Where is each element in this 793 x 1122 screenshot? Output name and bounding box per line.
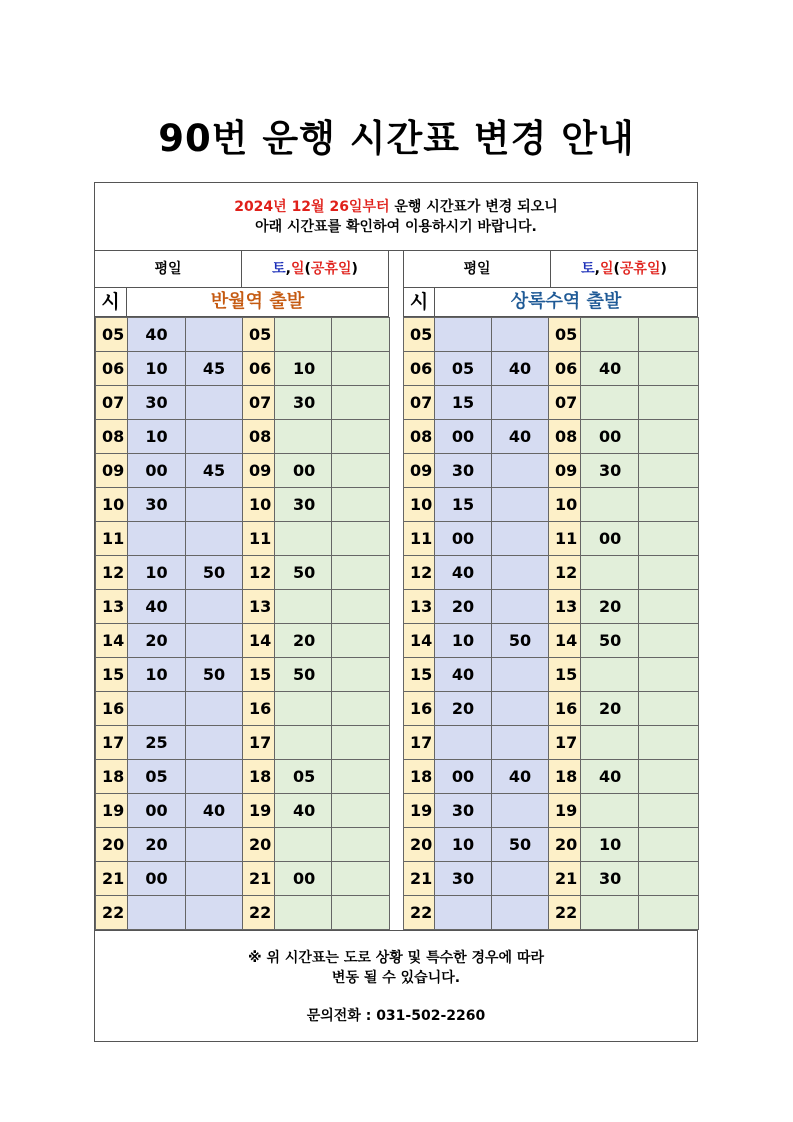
weekday-minute-cell <box>186 318 243 352</box>
weekend-minute-cell <box>332 624 390 658</box>
table-row <box>404 692 699 726</box>
weekend-minute-cell: 10 <box>581 828 639 862</box>
weekday-minute-cell: 40 <box>186 794 243 828</box>
hour-cell: 16 <box>549 692 581 726</box>
hour-cell: 15 <box>96 658 128 692</box>
weekend-minute-cell <box>581 896 639 930</box>
weekend-minute-cell: 00 <box>581 420 639 454</box>
weekday-minute-cell: 15 <box>435 386 492 420</box>
table-row <box>404 318 699 352</box>
weekday-minute-cell: 05 <box>128 760 186 794</box>
weekend-minute-cell <box>581 726 639 760</box>
hour-cell: 13 <box>404 590 435 624</box>
weekday-minute-cell: 05 <box>435 352 492 386</box>
weekend-minute-cell: 30 <box>275 488 332 522</box>
table-row <box>96 658 390 692</box>
weekend-minute-cell: 50 <box>275 556 332 590</box>
weekend-minute-cell: 20 <box>581 692 639 726</box>
hour-cell: 09 <box>243 454 275 488</box>
table-row <box>404 726 699 760</box>
table-row <box>96 352 390 386</box>
hour-cell: 11 <box>243 522 275 556</box>
table-row <box>404 862 699 896</box>
hour-cell: 08 <box>96 420 128 454</box>
weekend-minute-cell <box>275 590 332 624</box>
weekend-minute-cell: 00 <box>581 522 639 556</box>
disclaimer: ※ 위 시간표는 도로 상황 및 특수한 경우에 따라 변동 될 수 있습니다. <box>247 950 545 986</box>
weekday-minute-cell <box>492 896 549 930</box>
hour-cell: 06 <box>549 352 581 386</box>
weekend-minute-cell <box>639 556 699 590</box>
weekend-minute-cell <box>639 590 699 624</box>
hour-cell: 22 <box>243 896 275 930</box>
weekend-minute-cell: 00 <box>275 862 332 896</box>
hour-cell: 22 <box>404 896 435 930</box>
weekday-minute-cell <box>186 590 243 624</box>
weekday-minute-cell <box>186 726 243 760</box>
left-weekend-header: 토,일(공휴일) <box>272 261 358 277</box>
weekday-minute-cell <box>435 896 492 930</box>
weekday-minute-cell <box>492 488 549 522</box>
hour-cell: 11 <box>404 522 435 556</box>
weekend-minute-cell <box>581 386 639 420</box>
weekday-minute-cell <box>186 420 243 454</box>
table-row <box>96 318 390 352</box>
weekday-minute-cell: 45 <box>186 454 243 488</box>
weekday-minute-cell: 20 <box>435 590 492 624</box>
weekend-minute-cell <box>639 386 699 420</box>
weekday-minute-cell: 40 <box>435 556 492 590</box>
weekday-minute-cell <box>186 386 243 420</box>
weekday-minute-cell <box>186 828 243 862</box>
hour-cell: 06 <box>96 352 128 386</box>
hour-cell: 19 <box>243 794 275 828</box>
hour-cell: 10 <box>549 488 581 522</box>
weekend-minute-cell <box>639 692 699 726</box>
table-row <box>404 760 699 794</box>
weekday-minute-cell: 30 <box>435 862 492 896</box>
table-row <box>404 828 699 862</box>
left-weekday-header: 평일 <box>154 261 182 277</box>
weekend-minute-cell <box>332 794 390 828</box>
hour-cell: 16 <box>404 692 435 726</box>
weekend-minute-cell <box>639 420 699 454</box>
hour-cell: 08 <box>549 420 581 454</box>
hour-cell: 13 <box>96 590 128 624</box>
table-row <box>96 590 390 624</box>
hour-cell: 08 <box>404 420 435 454</box>
hour-cell: 09 <box>404 454 435 488</box>
right-station-title: 상록수역 출발 <box>510 291 622 312</box>
hour-cell: 20 <box>96 828 128 862</box>
hour-cell: 05 <box>96 318 128 352</box>
table-row <box>404 556 699 590</box>
weekday-minute-cell: 10 <box>128 352 186 386</box>
weekend-minute-cell <box>332 828 390 862</box>
notice-line-1: 2024년 12월 26일부터 운행 시간표가 변경 되오니 <box>234 199 558 215</box>
right-weekday-header: 평일 <box>463 261 491 277</box>
weekday-minute-cell: 00 <box>435 420 492 454</box>
table-row <box>96 726 390 760</box>
weekday-minute-cell: 50 <box>186 658 243 692</box>
weekday-minute-cell: 50 <box>492 828 549 862</box>
hour-cell: 13 <box>243 590 275 624</box>
weekday-minute-cell <box>492 794 549 828</box>
hour-cell: 18 <box>549 760 581 794</box>
weekday-minute-cell <box>186 862 243 896</box>
weekday-minute-cell: 40 <box>128 318 186 352</box>
hour-cell: 20 <box>404 828 435 862</box>
table-row <box>96 386 390 420</box>
hour-cell: 22 <box>96 896 128 930</box>
weekend-minute-cell <box>332 386 390 420</box>
hour-cell: 17 <box>243 726 275 760</box>
hour-cell: 09 <box>96 454 128 488</box>
hour-cell: 06 <box>404 352 435 386</box>
hour-cell: 15 <box>243 658 275 692</box>
weekday-minute-cell: 15 <box>435 488 492 522</box>
hour-cell: 12 <box>96 556 128 590</box>
weekday-minute-cell <box>186 624 243 658</box>
hour-cell: 07 <box>243 386 275 420</box>
weekend-minute-cell <box>332 556 390 590</box>
weekend-minute-cell <box>639 522 699 556</box>
hour-cell: 11 <box>96 522 128 556</box>
hour-cell: 14 <box>404 624 435 658</box>
weekday-minute-cell: 30 <box>128 488 186 522</box>
weekday-minute-cell <box>128 692 186 726</box>
weekday-minute-cell: 40 <box>492 760 549 794</box>
hour-cell: 05 <box>243 318 275 352</box>
left-timetable <box>95 317 390 930</box>
weekend-minute-cell <box>275 726 332 760</box>
weekday-minute-cell: 10 <box>128 658 186 692</box>
weekend-minute-cell <box>332 692 390 726</box>
weekday-minute-cell <box>492 862 549 896</box>
table-row <box>404 420 699 454</box>
weekend-minute-cell <box>275 896 332 930</box>
weekday-minute-cell: 00 <box>128 794 186 828</box>
weekday-minute-cell <box>492 726 549 760</box>
table-row <box>96 828 390 862</box>
table-row <box>96 522 390 556</box>
left-hour-label: 시 <box>101 291 120 313</box>
hour-cell: 05 <box>549 318 581 352</box>
hour-cell: 06 <box>243 352 275 386</box>
hour-cell: 20 <box>549 828 581 862</box>
hour-cell: 21 <box>549 862 581 896</box>
weekend-minute-cell <box>332 590 390 624</box>
weekday-minute-cell: 30 <box>435 794 492 828</box>
table-row <box>96 624 390 658</box>
hour-cell: 09 <box>549 454 581 488</box>
weekend-minute-cell <box>581 488 639 522</box>
effective-date: 2024년 12월 26일부터 <box>234 199 390 215</box>
weekend-minute-cell <box>639 318 699 352</box>
table-row <box>404 896 699 930</box>
weekday-minute-cell <box>128 896 186 930</box>
weekend-minute-cell <box>332 318 390 352</box>
weekend-minute-cell <box>332 658 390 692</box>
weekday-minute-cell: 10 <box>128 420 186 454</box>
contact-phone: 문의전화 : 031-502-2260 <box>306 1008 486 1024</box>
weekday-minute-cell: 40 <box>128 590 186 624</box>
weekend-minute-cell <box>581 658 639 692</box>
weekday-minute-cell: 20 <box>435 692 492 726</box>
table-row <box>404 590 699 624</box>
weekday-minute-cell <box>492 692 549 726</box>
hour-cell: 14 <box>549 624 581 658</box>
table-row <box>96 692 390 726</box>
weekday-minute-cell: 00 <box>128 454 186 488</box>
weekend-minute-cell <box>639 658 699 692</box>
weekday-minute-cell <box>492 658 549 692</box>
notice-line-2: 아래 시간표를 확인하여 이용하시기 바랍니다. <box>255 219 537 235</box>
hour-cell: 16 <box>96 692 128 726</box>
weekday-minute-cell: 10 <box>435 624 492 658</box>
hour-cell: 18 <box>404 760 435 794</box>
weekend-minute-cell <box>639 726 699 760</box>
left-station-title: 반월역 출발 <box>210 291 305 312</box>
weekday-minute-cell: 50 <box>186 556 243 590</box>
weekday-minute-cell <box>492 318 549 352</box>
hour-cell: 20 <box>243 828 275 862</box>
weekend-minute-cell <box>639 624 699 658</box>
weekend-minute-cell: 50 <box>275 658 332 692</box>
weekday-minute-cell: 40 <box>435 658 492 692</box>
weekday-minute-cell <box>492 590 549 624</box>
table-row <box>404 658 699 692</box>
divider <box>95 250 697 251</box>
weekend-minute-cell <box>639 794 699 828</box>
weekday-minute-cell: 30 <box>128 386 186 420</box>
page-title: 90번 운행 시간표 변경 안내 <box>158 117 635 160</box>
weekday-minute-cell <box>128 522 186 556</box>
weekend-minute-cell <box>332 726 390 760</box>
hour-cell: 18 <box>243 760 275 794</box>
hour-cell: 19 <box>404 794 435 828</box>
weekday-minute-cell: 20 <box>128 624 186 658</box>
table-row <box>96 556 390 590</box>
table-row <box>96 794 390 828</box>
weekend-minute-cell <box>332 454 390 488</box>
weekend-minute-cell <box>275 828 332 862</box>
hour-cell: 15 <box>404 658 435 692</box>
weekend-minute-cell: 30 <box>581 862 639 896</box>
hour-cell: 18 <box>96 760 128 794</box>
hour-cell: 17 <box>549 726 581 760</box>
weekday-minute-cell: 50 <box>492 624 549 658</box>
hour-cell: 14 <box>243 624 275 658</box>
weekend-minute-cell <box>639 454 699 488</box>
hour-cell: 21 <box>404 862 435 896</box>
weekday-minute-cell: 30 <box>435 454 492 488</box>
hour-cell: 07 <box>549 386 581 420</box>
table-row <box>404 624 699 658</box>
weekend-minute-cell <box>275 692 332 726</box>
table-row <box>96 488 390 522</box>
weekday-minute-cell: 10 <box>435 828 492 862</box>
hour-cell: 12 <box>404 556 435 590</box>
weekend-minute-cell <box>332 420 390 454</box>
hour-cell: 10 <box>243 488 275 522</box>
hour-cell: 10 <box>404 488 435 522</box>
table-row <box>404 522 699 556</box>
timetable-frame <box>94 182 698 1042</box>
weekday-minute-cell <box>435 318 492 352</box>
weekend-minute-cell <box>332 896 390 930</box>
hour-cell: 19 <box>96 794 128 828</box>
weekend-minute-cell <box>275 318 332 352</box>
weekend-minute-cell <box>639 896 699 930</box>
weekday-minute-cell: 00 <box>435 760 492 794</box>
hour-cell: 21 <box>96 862 128 896</box>
right-weekend-header: 토,일(공휴일) <box>581 261 667 277</box>
weekend-minute-cell <box>275 420 332 454</box>
weekend-minute-cell: 20 <box>581 590 639 624</box>
weekday-minute-cell: 20 <box>128 828 186 862</box>
weekend-minute-cell <box>639 488 699 522</box>
weekend-minute-cell: 00 <box>275 454 332 488</box>
table-row <box>96 760 390 794</box>
weekend-minute-cell: 40 <box>581 352 639 386</box>
weekend-minute-cell: 40 <box>275 794 332 828</box>
hour-cell: 17 <box>404 726 435 760</box>
weekday-minute-cell <box>492 522 549 556</box>
weekend-minute-cell: 30 <box>275 386 332 420</box>
weekend-minute-cell: 20 <box>275 624 332 658</box>
weekend-minute-cell <box>332 760 390 794</box>
weekday-minute-cell <box>492 386 549 420</box>
table-row <box>404 488 699 522</box>
hour-cell: 21 <box>243 862 275 896</box>
weekday-minute-cell <box>186 522 243 556</box>
weekend-minute-cell <box>332 352 390 386</box>
hour-cell: 14 <box>96 624 128 658</box>
hour-cell: 15 <box>549 658 581 692</box>
weekend-minute-cell <box>581 556 639 590</box>
weekday-minute-cell <box>492 556 549 590</box>
hour-cell: 22 <box>549 896 581 930</box>
weekend-minute-cell <box>332 862 390 896</box>
hour-cell: 12 <box>243 556 275 590</box>
hour-cell: 19 <box>549 794 581 828</box>
table-row <box>96 862 390 896</box>
weekday-minute-cell <box>435 726 492 760</box>
weekend-minute-cell: 40 <box>581 760 639 794</box>
weekend-minute-cell: 50 <box>581 624 639 658</box>
weekend-minute-cell <box>639 862 699 896</box>
weekend-minute-cell <box>639 352 699 386</box>
weekday-minute-cell <box>492 454 549 488</box>
weekend-minute-cell: 30 <box>581 454 639 488</box>
hour-cell: 12 <box>549 556 581 590</box>
weekday-minute-cell: 00 <box>128 862 186 896</box>
hour-cell: 11 <box>549 522 581 556</box>
change-notice <box>95 197 697 237</box>
weekday-minute-cell <box>186 692 243 726</box>
table-row <box>96 454 390 488</box>
right-timetable <box>403 317 699 930</box>
hour-cell: 07 <box>404 386 435 420</box>
hour-cell: 13 <box>549 590 581 624</box>
weekend-minute-cell <box>581 794 639 828</box>
table-row <box>96 420 390 454</box>
weekday-minute-cell <box>186 896 243 930</box>
weekend-minute-cell <box>275 522 332 556</box>
hour-cell: 16 <box>243 692 275 726</box>
weekend-minute-cell <box>639 828 699 862</box>
weekday-minute-cell <box>186 760 243 794</box>
hour-cell: 17 <box>96 726 128 760</box>
table-row <box>96 896 390 930</box>
weekday-minute-cell: 45 <box>186 352 243 386</box>
weekday-minute-cell: 10 <box>128 556 186 590</box>
divider <box>95 930 697 931</box>
right-hour-label: 시 <box>409 291 429 313</box>
weekday-minute-cell: 00 <box>435 522 492 556</box>
weekday-minute-cell: 40 <box>492 420 549 454</box>
table-row <box>404 794 699 828</box>
hour-cell: 05 <box>404 318 435 352</box>
table-row <box>404 454 699 488</box>
table-row <box>404 352 699 386</box>
weekend-minute-cell <box>581 318 639 352</box>
weekday-minute-cell: 25 <box>128 726 186 760</box>
weekend-minute-cell <box>332 488 390 522</box>
weekend-minute-cell: 05 <box>275 760 332 794</box>
weekend-minute-cell <box>639 760 699 794</box>
weekend-minute-cell <box>332 522 390 556</box>
hour-cell: 08 <box>243 420 275 454</box>
weekday-minute-cell: 40 <box>492 352 549 386</box>
weekday-minute-cell <box>186 488 243 522</box>
hour-cell: 10 <box>96 488 128 522</box>
hour-cell: 07 <box>96 386 128 420</box>
weekend-minute-cell: 10 <box>275 352 332 386</box>
table-row <box>404 386 699 420</box>
